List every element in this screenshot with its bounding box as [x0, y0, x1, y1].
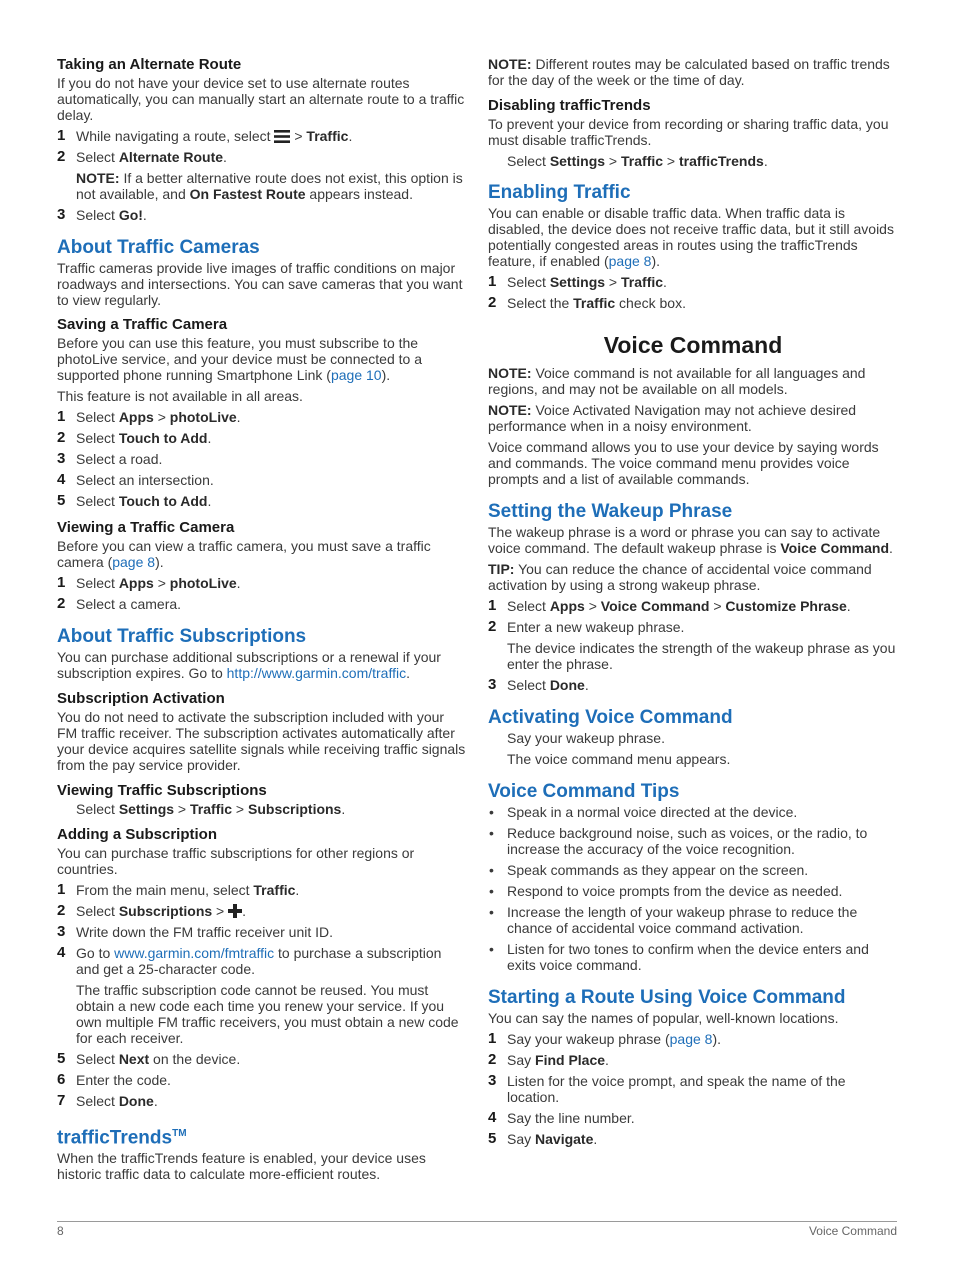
- adding-step-5: 5 Select Next on the device.: [57, 1050, 241, 1067]
- adding-step-4: 4 Go to www.garmin.com/fmtraffic to purchase a subscription and get a 25-character code.: [57, 944, 442, 977]
- enabling-traffic-heading: Enabling Traffic: [488, 182, 631, 203]
- enabling-step-2: 2 Select the Traffic check box.: [488, 294, 686, 311]
- traffictrends-heading: trafficTrends™: [57, 1127, 187, 1149]
- voice-tip-item: • Increase the length of your wakeup phrase to reduce the chance of accidental voice command activation.: [489, 904, 858, 936]
- footer-section-title: Voice Command: [808, 1224, 897, 1238]
- voice-tip-item: • Speak commands as they appear on the screen.: [489, 862, 809, 878]
- disabling-traffictrends-intro: To prevent your device from recording or sharing traffic data, you must disable trafficTrends.: [488, 116, 889, 148]
- disabling-traffictrends-heading: Disabling trafficTrends: [488, 97, 651, 114]
- page-8-link[interactable]: page 8: [608, 253, 652, 269]
- wakeup-phrase-intro: The wakeup phrase is a word or phrase you can say to activate voice command. The default wakeup phrase is Voice Command.: [488, 524, 893, 556]
- starting-step-5: 5 Say Navigate.: [488, 1130, 598, 1147]
- voice-command-note-1: NOTE: Voice command is not available for all languages and regions, and may not be available on all models.: [488, 365, 866, 397]
- saving-camera-intro: Before you can use this feature, you must subscribe to the photoLive service, and your device must be connected to a supported phone running Smartphone Link (page 10).: [57, 335, 422, 383]
- voice-tip-item: • Reduce background noise, such as voices, or the radio, to increase the accuracy of the voice recognition.: [489, 825, 868, 857]
- traffictrends-note: NOTE: Different routes may be calculated based on traffic trends for the day of the week or the time of day.: [488, 56, 890, 88]
- traffic-cameras-intro: Traffic cameras provide live images of traffic conditions on major roadways and intersections. You can save cameras that you want to view regularly.: [57, 260, 463, 308]
- disabling-traffictrends-path: Select Settings > Traffic > trafficTrends.: [507, 153, 768, 169]
- wakeup-phrase-tip: TIP: You can reduce the chance of accidental voice command activation by using a strong wakeup phrase.: [488, 561, 872, 593]
- adding-subscription-heading: Adding a Subscription: [57, 826, 217, 843]
- traffictrends-text: When the trafficTrends feature is enabled, your device uses historic traffic data to calculate more-efficient routes.: [57, 1150, 426, 1183]
- voice-tip-item: • Speak in a normal voice directed at the device.: [489, 804, 798, 820]
- alternate-route-heading: Taking an Alternate Route: [57, 56, 242, 73]
- starting-step-3: 3 Listen for the voice prompt, and speak the name of the location.: [488, 1072, 846, 1105]
- enabling-traffic-intro: You can enable or disable traffic data. When traffic data is disabled, the device does not receive traffic data, but it still avoids potentially congested areas in routes using the trafficTrends feature, if enabled (page 8).: [488, 205, 894, 269]
- traffic-subscriptions-heading: About Traffic Subscriptions: [57, 626, 307, 647]
- left-column: [57, 52, 467, 1187]
- starting-step-2: 2 Say Find Place.: [488, 1051, 609, 1068]
- saving-camera-heading: Saving a Traffic Camera: [57, 316, 228, 333]
- voice-tip-item: • Respond to voice prompts from the device as needed.: [489, 883, 843, 899]
- plus-icon: [228, 904, 242, 918]
- voice-command-note-2: NOTE: Voice Activated Navigation may not achieve desired performance when in a noisy environment.: [488, 402, 857, 434]
- viewing-subscriptions-heading: Viewing Traffic Subscriptions: [57, 782, 267, 799]
- alternate-route-step-3: 3 Select Go!.: [57, 206, 147, 223]
- garmin-fmtraffic-link[interactable]: www.garmin.com/fmtraffic: [114, 945, 275, 961]
- alternate-route-intro: If you do not have your device set to use alternate routes automatically, you can manually start an alternate route to a traffic delay.: [57, 75, 465, 123]
- adding-subscription-intro: You can purchase traffic subscriptions for other regions or countries.: [57, 845, 415, 877]
- adding-step-3: 3 Write down the FM traffic receiver unit ID.: [57, 923, 334, 940]
- voice-tips-heading: Voice Command Tips: [488, 781, 680, 802]
- page-8-link[interactable]: page 8: [112, 554, 156, 570]
- saving-camera-step-4: 4 Select an intersection.: [57, 471, 214, 488]
- footer-divider: [57, 1221, 897, 1222]
- wakeup-step-2-note: The device indicates the strength of the wakeup phrase as you enter the phrase.: [507, 640, 896, 672]
- activating-voice-heading: Activating Voice Command: [488, 707, 733, 728]
- adding-step-6: 6 Enter the code.: [57, 1071, 171, 1088]
- voice-command-intro: Voice command allows you to use your device by saying words and commands. The voice command menu provides voice prompts and a list of available commands.: [488, 439, 879, 487]
- wakeup-step-2: 2 Enter a new wakeup phrase.: [488, 618, 685, 635]
- page-8-link[interactable]: page 8: [669, 1031, 713, 1047]
- viewing-camera-heading: Viewing a Traffic Camera: [57, 519, 235, 536]
- saving-camera-step-5: 5 Select Touch to Add.: [57, 492, 212, 509]
- starting-route-heading: Starting a Route Using Voice Command: [488, 987, 846, 1008]
- voice-command-title: Voice Command: [603, 332, 783, 358]
- starting-step-1: 1 Say your wakeup phrase (page 8).: [488, 1030, 722, 1047]
- adding-step-2: 2 Select Subscriptions > .: [57, 902, 247, 919]
- activating-voice-line-2: The voice command menu appears.: [507, 751, 731, 767]
- adding-step-4-note: The traffic subscription code cannot be reused. You must obtain a new code each time you renew your service. If you own multiple FM traffic receivers, you must obtain a new code for each receiver.: [76, 982, 459, 1046]
- saving-camera-step-3: 3 Select a road.: [57, 450, 163, 467]
- page-10-link[interactable]: page 10: [330, 367, 382, 383]
- menu-icon: [274, 130, 290, 143]
- viewing-camera-step-1: 1 Select Apps > photoLive.: [57, 574, 241, 591]
- alternate-route-step-1: 1 While navigating a route, select > Traffic.: [57, 127, 353, 144]
- viewing-subscriptions-path: Select Settings > Traffic > Subscriptions.: [76, 801, 346, 817]
- starting-route-intro: You can say the names of popular, well-known locations.: [488, 1010, 839, 1026]
- right-column: [488, 52, 898, 1152]
- wakeup-phrase-heading: Setting the Wakeup Phrase: [488, 501, 733, 522]
- subscription-activation-heading: Subscription Activation: [57, 690, 225, 707]
- adding-step-7: 7 Select Done.: [57, 1092, 158, 1109]
- wakeup-step-3: 3 Select Done.: [488, 676, 589, 693]
- voice-tip-item: • Listen for two tones to confirm when the device enters and exits voice command.: [489, 941, 869, 973]
- enabling-step-1: 1 Select Settings > Traffic.: [488, 273, 667, 290]
- adding-step-1: 1 From the main menu, select Traffic.: [57, 881, 300, 898]
- alternate-route-step-2: 2 Select Alternate Route.: [57, 148, 227, 165]
- alternate-route-note: NOTE: If a better alternative route does not exist, this option is not available, and On Fastest Route appears instead.: [76, 170, 463, 202]
- traffic-subscriptions-intro: You can purchase additional subscriptions or a renewal if your subscription expires. Go to http://www.garmin.com/traffic.: [57, 649, 441, 681]
- saving-camera-step-2: 2 Select Touch to Add.: [57, 429, 212, 446]
- starting-step-4: 4 Say the line number.: [488, 1109, 635, 1126]
- viewing-camera-intro: Before you can view a traffic camera, you must save a traffic camera (page 8).: [57, 538, 431, 570]
- subscription-activation-text: You do not need to activate the subscription included with your FM traffic receiver. The subscription activates automatically after your device acquires satellite signals while receiving traffic signals from the pay service provider.: [57, 709, 466, 773]
- garmin-traffic-link[interactable]: http://www.garmin.com/traffic: [226, 665, 407, 681]
- viewing-camera-step-2: 2 Select a camera.: [57, 595, 182, 612]
- activating-voice-line-1: Say your wakeup phrase.: [507, 730, 665, 746]
- wakeup-step-1: 1 Select Apps > Voice Command > Customize Phrase.: [488, 597, 851, 614]
- footer-page-number: 8: [57, 1224, 64, 1238]
- saving-camera-step-1: 1 Select Apps > photoLive.: [57, 408, 241, 425]
- saving-camera-availability: This feature is not available in all areas.: [57, 388, 303, 404]
- traffic-cameras-heading: About Traffic Cameras: [57, 237, 260, 258]
